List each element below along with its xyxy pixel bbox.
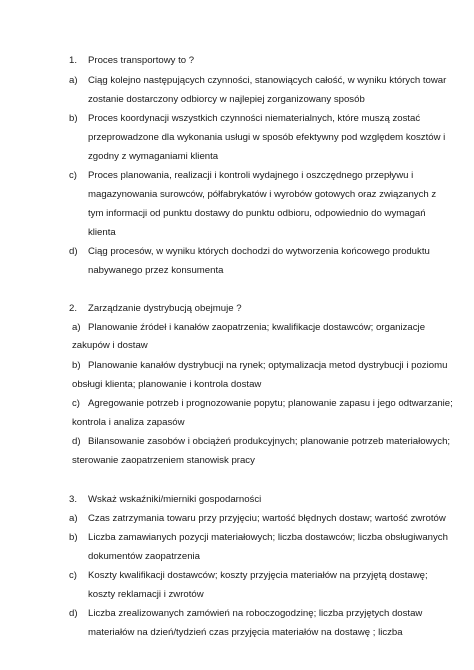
q3-b-line-1: Liczba zamawianych pozycji materiałowych; liczba dostawców; liczba obsługiwanych <box>88 532 448 543</box>
q1-d-line-2: nabywanego przez konsumenta <box>88 265 224 276</box>
q1-d-line-1: Ciąg procesów, w wyniku których dochodzi do wytworzenia końcowego produktu <box>88 246 430 257</box>
q2-c-line-1: Agregowanie potrzeb i prognozowanie popytu; planowanie zapasu i jego odtwarzanie; <box>88 398 453 409</box>
q1-c-letter: c) <box>69 170 77 181</box>
q2-b-letter: b) <box>72 360 81 371</box>
q3-b-letter: b) <box>69 532 78 543</box>
q2-c-letter: c) <box>72 398 80 409</box>
q1-b-line-2: przeprowadzone dla wykonania usługi w sposób efektywny pod względem kosztów i <box>88 132 446 143</box>
q1-b-line-3: zgodny z wymaganiami klienta <box>88 151 219 162</box>
q1-c-line-1: Proces planowania, realizacji i kontroli wydajnego i oszczędnego przepływu i <box>88 170 414 181</box>
q3-c-line-1: Koszty kwalifikacji dostawców; koszty przyjęcia materiałów na przyjętą dostawę; <box>88 570 428 581</box>
q1-c-line-4: klienta <box>88 227 116 238</box>
q3-d-line-1: Liczba zrealizowanych zamówień na roboczogodzinę; liczba przyjętych dostaw <box>88 608 423 619</box>
q2-a-line-2: zakupów i dostaw <box>72 340 148 351</box>
q1-title: Proces transportowy to ? <box>88 55 195 66</box>
q2-d-line-2: sterowanie zaopatrzeniem stanowisk pracy <box>72 455 255 466</box>
q2-number: 2. <box>69 303 78 314</box>
q3-number: 3. <box>69 494 78 505</box>
q2-a-line-1: Planowanie źródeł i kanałów zaopatrzenia; kwalifikacje dostawców; organizacje <box>88 322 426 333</box>
q2-c-line-2: kontrola i analiza zapasów <box>72 417 185 428</box>
q2-a-letter: a) <box>72 322 81 333</box>
q1-d-letter: d) <box>69 246 78 257</box>
q3-a-line-1: Czas zatrzymania towaru przy przyjęciu; wartość błędnych dostaw; wartość zwrotów <box>88 513 446 524</box>
q3-title: Wskaż wskaźniki/mierniki gospodarności <box>88 494 262 505</box>
q1-a-line-2: zostanie dostarczony odbiorcy w najlepiej zorganizowany sposób <box>88 94 365 105</box>
q1-c-line-2: magazynowania surowców, półfabrykatów i wyrobów gotowych oraz związanych z <box>88 189 437 200</box>
q2-d-line-1: Bilansowanie zasobów i obciążeń produkcyjnych; planowanie potrzeb materiałowych; <box>88 436 451 447</box>
q2-b-line-2: obsługi klienta; planowanie i kontrola dostaw <box>72 379 262 390</box>
q2-title: Zarządzanie dystrybucją obejmuje ? <box>88 303 242 314</box>
q3-b-line-2: dokumentów zaopatrzenia <box>88 551 200 562</box>
q1-a-letter: a) <box>69 75 78 86</box>
q3-a-letter: a) <box>69 513 78 524</box>
q3-c-line-2: koszty reklamacji i zwrotów <box>88 589 204 600</box>
q1-c-line-3: tym informacji od punktu dostawy do punktu odbioru, odpowiednio do wymagań <box>88 208 426 219</box>
q1-b-line-1: Proces koordynacji wszystkich czynności niematerialnych, które muszą zostać <box>88 113 421 124</box>
q2-d-letter: d) <box>72 436 81 447</box>
q3-d-line-2: materiałów na dzień/tydzień czas przyjęcia materiałów na dostawę ; liczba <box>88 627 403 638</box>
q1-number: 1. <box>69 55 78 66</box>
q3-c-letter: c) <box>69 570 77 581</box>
q2-b-line-1: Planowanie kanałów dystrybucji na rynek; optymalizacja metod dystrybucji i poziomu <box>88 360 448 371</box>
q1-a-line-1: Ciąg kolejno następujących czynności, stanowiących całość, w wyniku których towar <box>88 75 447 86</box>
q3-d-letter: d) <box>69 608 78 619</box>
q1-b-letter: b) <box>69 113 78 124</box>
